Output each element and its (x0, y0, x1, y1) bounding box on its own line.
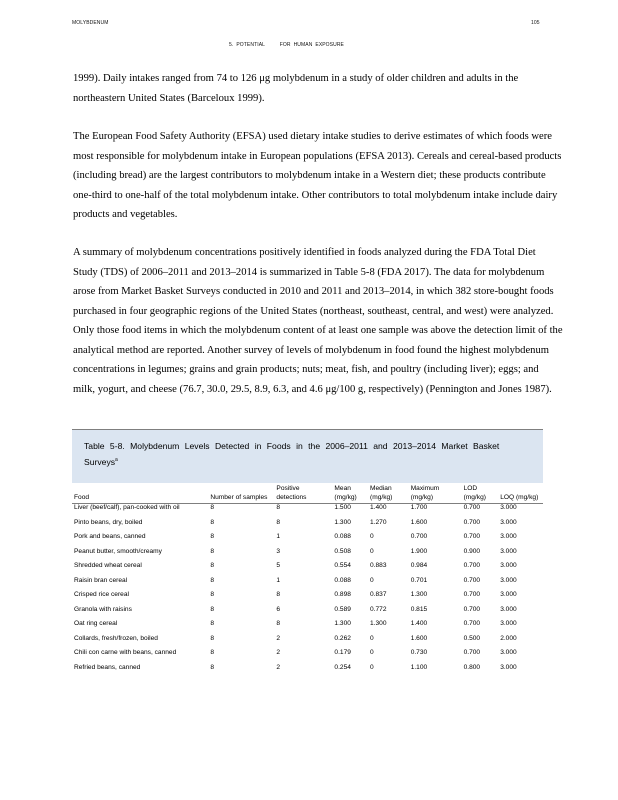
cell-loq: 3.000 (500, 605, 517, 613)
cell-lod: 0.900 (463, 547, 481, 555)
col-header-samples: Number of samples (210, 494, 268, 501)
cell-samples: 8 (210, 634, 214, 642)
cell-detections: 8 (276, 518, 281, 526)
cell-lod: 0.700 (463, 504, 481, 511)
table-title-superscript: a (115, 457, 118, 463)
cell-mean: 0.179 (334, 649, 351, 656)
cell-food: Crisped rice cereal (74, 591, 129, 598)
cell-samples: 8 (210, 547, 214, 555)
cell-mean: 0.589 (334, 605, 351, 613)
cell-food: Pinto beans, dry, boiled (74, 518, 143, 526)
cell-detections: 8 (276, 591, 281, 598)
running-header-left: MOLYBDENUM (72, 20, 109, 26)
cell-detections: 6 (276, 605, 281, 613)
cell-maximum: 1.900 (410, 547, 428, 555)
cell-loq: 3.000 (500, 620, 517, 627)
cell-mean: 0.554 (334, 562, 351, 569)
cell-lod: 0.700 (463, 562, 481, 569)
col-header-food: Food (74, 494, 90, 501)
cell-loq: 3.000 (500, 663, 517, 671)
table-title-box (72, 429, 543, 483)
cell-detections: 1 (276, 576, 281, 584)
cell-maximum: 0.984 (410, 562, 428, 569)
cell-mean: 0.508 (334, 547, 351, 555)
cell-food: Granola with raisins (74, 605, 132, 613)
table-body (72, 504, 543, 679)
cell-detections: 8 (276, 620, 281, 627)
cell-loq: 3.000 (500, 533, 517, 540)
cell-median: 0 (370, 576, 374, 584)
cell-loq: 3.000 (500, 518, 517, 526)
cell-food: Refried beans, canned (74, 663, 141, 671)
col-header-maximum: Maximum (mg/kg) (410, 485, 440, 501)
col-header-median: Median (mg/kg) (370, 485, 393, 501)
cell-maximum: 1.600 (410, 634, 428, 642)
cell-maximum: 0.815 (410, 605, 428, 613)
table-row (72, 577, 543, 592)
cell-samples: 8 (210, 562, 214, 569)
cell-food: Pork and beans, canned (74, 533, 146, 540)
cell-median: 0.772 (370, 605, 387, 613)
cell-maximum: 1.700 (410, 504, 428, 511)
cell-median: 1.400 (370, 504, 387, 511)
cell-samples: 8 (210, 620, 214, 627)
cell-food: Peanut butter, smooth/creamy (74, 547, 162, 555)
cell-mean: 0.898 (334, 591, 351, 598)
cell-detections: 8 (276, 504, 281, 511)
section-header: 5. POTENTIAL FOR HUMAN EXPOSURE (229, 42, 344, 48)
table-row (72, 649, 543, 664)
cell-lod: 0.700 (463, 518, 481, 526)
cell-loq: 3.000 (500, 576, 517, 584)
cell-loq: 3.000 (500, 591, 517, 598)
cell-lod: 0.700 (463, 649, 481, 656)
paragraph-1: 1999). Daily intakes ranged from 74 to 126 μg molybdenum in a study of older children and adults in the northeastern United States (Barceloux 1999). (73, 73, 519, 104)
cell-lod: 0.700 (463, 605, 481, 613)
cell-food: Raisin bran cereal (74, 576, 128, 584)
page-number: 105 (531, 20, 540, 26)
cell-samples: 8 (210, 518, 214, 526)
cell-mean: 0.262 (334, 634, 351, 642)
cell-lod: 0.700 (463, 591, 481, 598)
cell-loq: 3.000 (500, 504, 517, 511)
cell-lod: 0.700 (463, 620, 481, 627)
cell-samples: 8 (210, 605, 214, 613)
cell-lod: 0.700 (463, 533, 481, 540)
cell-mean: 0.254 (334, 663, 351, 671)
cell-detections: 2 (276, 649, 281, 656)
cell-maximum: 1.300 (410, 591, 428, 598)
cell-samples: 8 (210, 533, 214, 540)
table-header-row (72, 483, 543, 504)
table-row (72, 519, 543, 534)
cell-detections: 2 (276, 634, 281, 642)
cell-food: Shredded wheat cereal (74, 562, 142, 569)
cell-food: Liver (beef/calf), pan-cooked with oil (74, 504, 180, 511)
cell-lod: 0.500 (463, 634, 481, 642)
table-row (72, 591, 543, 606)
paragraph-3: A summary of molybdenum concentrations positively identified in foods analyzed during the FDA Total Diet Study (TDS) of 2006–2011 and 2013–2014 is summarized in Table 5-8 (FDA 2017). The data for molybdenum arose from Market Basket Surveys conducted in 2010 and 2011 and 2013–2014, in which 382 store-bought foods purchased in four geographic regions of the United States (northeast, southeast, central, and west) were analyzed. Only those food items in which the molybdenum content of at least one sample was above the detection limit of the analytical method are reported. Another survey of levels of molybdenum in food found the highest molybdenum concentrations in legumes; grains and grain products; nuts; meat, fish, and poultry (including liver); eggs; and milk, yogurt, and cheese (76.7, 30.0, 29.5, 8.9, 6.3, and 4.6 μg/100 g, respectively) (Pennington and Jones 1987). (73, 247, 563, 395)
cell-median: 0 (370, 547, 374, 555)
cell-median: 0 (370, 649, 374, 656)
cell-samples: 8 (210, 649, 214, 656)
cell-detections: 2 (276, 663, 281, 671)
cell-maximum: 0.730 (410, 649, 428, 656)
table-row (72, 504, 543, 519)
cell-samples: 8 (210, 663, 214, 671)
cell-mean: 1.300 (334, 620, 351, 627)
cell-median: 0.883 (370, 562, 387, 569)
molybdenum-table (72, 483, 543, 678)
cell-detections: 3 (276, 547, 281, 555)
cell-loq: 2.000 (500, 634, 517, 642)
cell-samples: 8 (210, 504, 214, 511)
cell-maximum: 1.400 (410, 620, 428, 627)
cell-food: Chili con carne with beans, canned (74, 649, 177, 656)
cell-maximum: 1.100 (410, 663, 428, 671)
cell-food: Collards, fresh/frozen, boiled (74, 634, 158, 642)
cell-lod: 0.700 (463, 576, 481, 584)
paragraph-2: The European Food Safety Authority (EFSA) used dietary intake studies to derive estimates of which foods were most responsible for molybdenum intake in European populations (EFSA 2013). Cereals and cereal-based products (including bread) are the largest contributors to molybdenum intake in a Western diet; these products contribute one-third to one-half of the total molybdenum intake. Other contributors to total molybdenum intake include dairy products and vegetables. (73, 131, 562, 220)
cell-mean: 0.088 (334, 576, 351, 584)
table-row (72, 533, 543, 548)
col-header-lod: LOD (mg/kg) (463, 485, 486, 501)
cell-median: 0 (370, 634, 374, 642)
cell-detections: 1 (276, 533, 281, 540)
table-row (72, 606, 543, 621)
cell-maximum: 1.600 (410, 518, 428, 526)
cell-loq: 3.000 (500, 562, 517, 569)
table-row (72, 562, 543, 577)
cell-mean: 1.500 (334, 504, 351, 511)
cell-mean: 0.088 (334, 533, 351, 540)
cell-median: 0 (370, 533, 374, 540)
cell-samples: 8 (210, 576, 214, 584)
cell-median: 1.300 (370, 620, 387, 627)
table-row (72, 620, 543, 635)
table-title (84, 439, 534, 469)
cell-loq: 3.000 (500, 547, 517, 555)
table-row (72, 548, 543, 563)
cell-lod: 0.800 (463, 663, 481, 671)
table-title-text: Table 5-8. Molybdenum Levels Detected in Foods in the 2006–2011 and 2013–2014 Market Basket Surveys (84, 441, 500, 467)
col-header-loq: LOQ (mg/kg) (500, 494, 539, 501)
cell-maximum: 0.700 (410, 533, 428, 540)
col-header-detections: Positive detections (276, 485, 307, 501)
col-header-mean: Mean (mg/kg) (334, 485, 357, 501)
cell-median: 1.270 (370, 518, 387, 526)
table-row (72, 635, 543, 650)
cell-samples: 8 (210, 591, 214, 598)
cell-mean: 1.300 (334, 518, 351, 526)
cell-food: Oat ring cereal (74, 620, 118, 627)
cell-median: 0 (370, 663, 374, 671)
table-row (72, 664, 543, 679)
cell-loq: 3.000 (500, 649, 517, 656)
cell-maximum: 0.701 (410, 576, 428, 584)
cell-detections: 5 (276, 562, 281, 569)
cell-median: 0.837 (370, 591, 387, 598)
